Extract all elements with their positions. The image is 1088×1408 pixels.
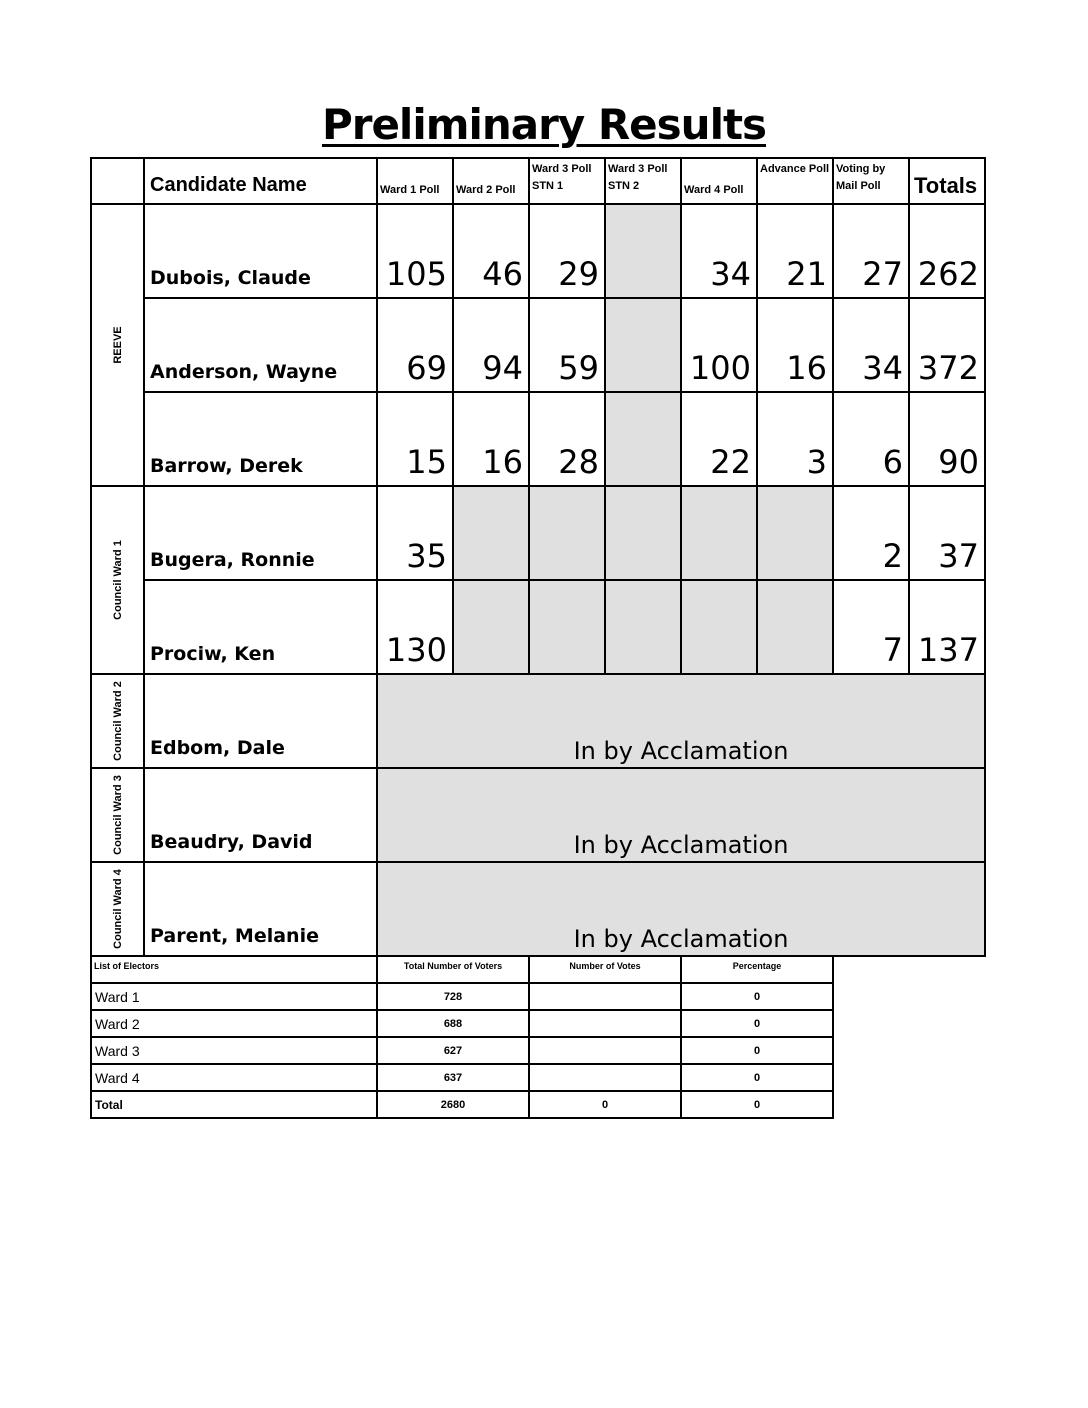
group-label: REEVE: [111, 326, 124, 364]
electors-row: [91, 1064, 833, 1091]
vote-cell: 130: [377, 580, 453, 674]
candidate-row: [91, 204, 985, 298]
percentage-cell: 0: [681, 1064, 833, 1091]
group-label: Council Ward 3: [111, 775, 124, 855]
vote-cell: [605, 298, 681, 392]
ward-label: Ward 4: [91, 1064, 377, 1091]
voters-cell: 637: [377, 1064, 529, 1091]
total-cell: 90: [909, 392, 985, 486]
vote-cell: 3: [757, 392, 833, 486]
candidate-row: [91, 674, 985, 768]
column-header: Ward 2 Poll: [453, 158, 529, 204]
vote-cell: 34: [833, 298, 909, 392]
candidate-row: [91, 392, 985, 486]
total-cell: 372: [909, 298, 985, 392]
percentage-cell: 0: [681, 1010, 833, 1037]
candidate-name-header: Candidate Name: [144, 158, 377, 204]
group-label-cell: [91, 768, 144, 862]
vote-cell: 16: [453, 392, 529, 486]
vote-cell: [605, 580, 681, 674]
vote-cell: 28: [529, 392, 605, 486]
electors-header: List of Electors: [91, 956, 377, 983]
vote-cell: 105: [377, 204, 453, 298]
voters-cell: 728: [377, 983, 529, 1010]
acclamation-cell: In by Acclamation: [377, 768, 985, 862]
vote-cell: 69: [377, 298, 453, 392]
total-cell: 37: [909, 486, 985, 580]
total-cell: 137: [909, 580, 985, 674]
votes-cell: 0: [529, 1091, 681, 1118]
vote-cell: 2: [833, 486, 909, 580]
vote-cell: 29: [529, 204, 605, 298]
vote-cell: 59: [529, 298, 605, 392]
column-header: Ward 3 Poll STN 1: [529, 158, 605, 204]
ward-label: Total: [91, 1091, 377, 1118]
vote-cell: [681, 580, 757, 674]
group-label: Council Ward 4: [111, 869, 124, 949]
vote-cell: 46: [453, 204, 529, 298]
candidate-row: [91, 768, 985, 862]
column-header: Voting by Mail Poll: [833, 158, 909, 204]
vote-cell: 34: [681, 204, 757, 298]
electors-row: [91, 983, 833, 1010]
votes-cell: [529, 1064, 681, 1091]
candidate-name: Beaudry, David: [144, 768, 377, 862]
header-row: [91, 158, 985, 204]
group-label: Council Ward 2: [111, 681, 124, 761]
electors-header: Number of Votes: [529, 956, 681, 983]
electors-header-row: [91, 956, 833, 983]
column-header: Advance Poll: [757, 158, 833, 204]
electors-total-row: [91, 1091, 833, 1118]
vote-cell: 35: [377, 486, 453, 580]
total-cell: 262: [909, 204, 985, 298]
candidate-name: Barrow, Derek: [144, 392, 377, 486]
voters-cell: 2680: [377, 1091, 529, 1118]
group-label-cell: [91, 486, 144, 674]
vote-cell: 100: [681, 298, 757, 392]
vote-cell: 27: [833, 204, 909, 298]
column-header: Ward 4 Poll: [681, 158, 757, 204]
vote-cell: 94: [453, 298, 529, 392]
group-label-cell: [91, 204, 144, 486]
results-table: [90, 157, 986, 957]
vote-cell: 21: [757, 204, 833, 298]
candidate-name: Anderson, Wayne: [144, 298, 377, 392]
vote-cell: [529, 580, 605, 674]
candidate-name: Parent, Melanie: [144, 862, 377, 956]
percentage-cell: 0: [681, 1037, 833, 1064]
acclamation-cell: In by Acclamation: [377, 862, 985, 956]
totals-header: Totals: [909, 158, 985, 204]
percentage-cell: 0: [681, 983, 833, 1010]
electors-header: Total Number of Voters: [377, 956, 529, 983]
ward-label: Ward 2: [91, 1010, 377, 1037]
vote-cell: [453, 486, 529, 580]
candidate-name: Bugera, Ronnie: [144, 486, 377, 580]
vote-cell: 7: [833, 580, 909, 674]
group-label: Council Ward 1: [111, 540, 124, 620]
electors-row: [91, 1010, 833, 1037]
electors-header: Percentage: [681, 956, 833, 983]
candidate-row: [91, 862, 985, 956]
column-header: Ward 1 Poll: [377, 158, 453, 204]
header-corner: [91, 158, 144, 204]
ward-label: Ward 1: [91, 983, 377, 1010]
votes-cell: [529, 1010, 681, 1037]
voters-cell: 627: [377, 1037, 529, 1064]
vote-cell: [529, 486, 605, 580]
vote-cell: [605, 204, 681, 298]
acclamation-cell: In by Acclamation: [377, 674, 985, 768]
electors-row: [91, 1037, 833, 1064]
vote-cell: [757, 580, 833, 674]
group-label-cell: [91, 674, 144, 768]
vote-cell: [453, 580, 529, 674]
vote-cell: [605, 392, 681, 486]
voters-cell: 688: [377, 1010, 529, 1037]
group-label-cell: [91, 862, 144, 956]
vote-cell: [681, 486, 757, 580]
percentage-cell: 0: [681, 1091, 833, 1118]
ward-label: Ward 3: [91, 1037, 377, 1064]
vote-cell: [605, 486, 681, 580]
candidate-row: [91, 486, 985, 580]
candidate-row: [91, 298, 985, 392]
vote-cell: 22: [681, 392, 757, 486]
column-header: Ward 3 Poll STN 2: [605, 158, 681, 204]
candidate-name: Dubois, Claude: [144, 204, 377, 298]
votes-cell: [529, 1037, 681, 1064]
votes-cell: [529, 983, 681, 1010]
page-title: Preliminary Results: [321, 100, 767, 149]
vote-cell: [757, 486, 833, 580]
vote-cell: 6: [833, 392, 909, 486]
candidate-name: Prociw, Ken: [144, 580, 377, 674]
candidate-name: Edbom, Dale: [144, 674, 377, 768]
candidate-row: [91, 580, 985, 674]
vote-cell: 15: [377, 392, 453, 486]
electors-table: [90, 955, 834, 1119]
vote-cell: 16: [757, 298, 833, 392]
